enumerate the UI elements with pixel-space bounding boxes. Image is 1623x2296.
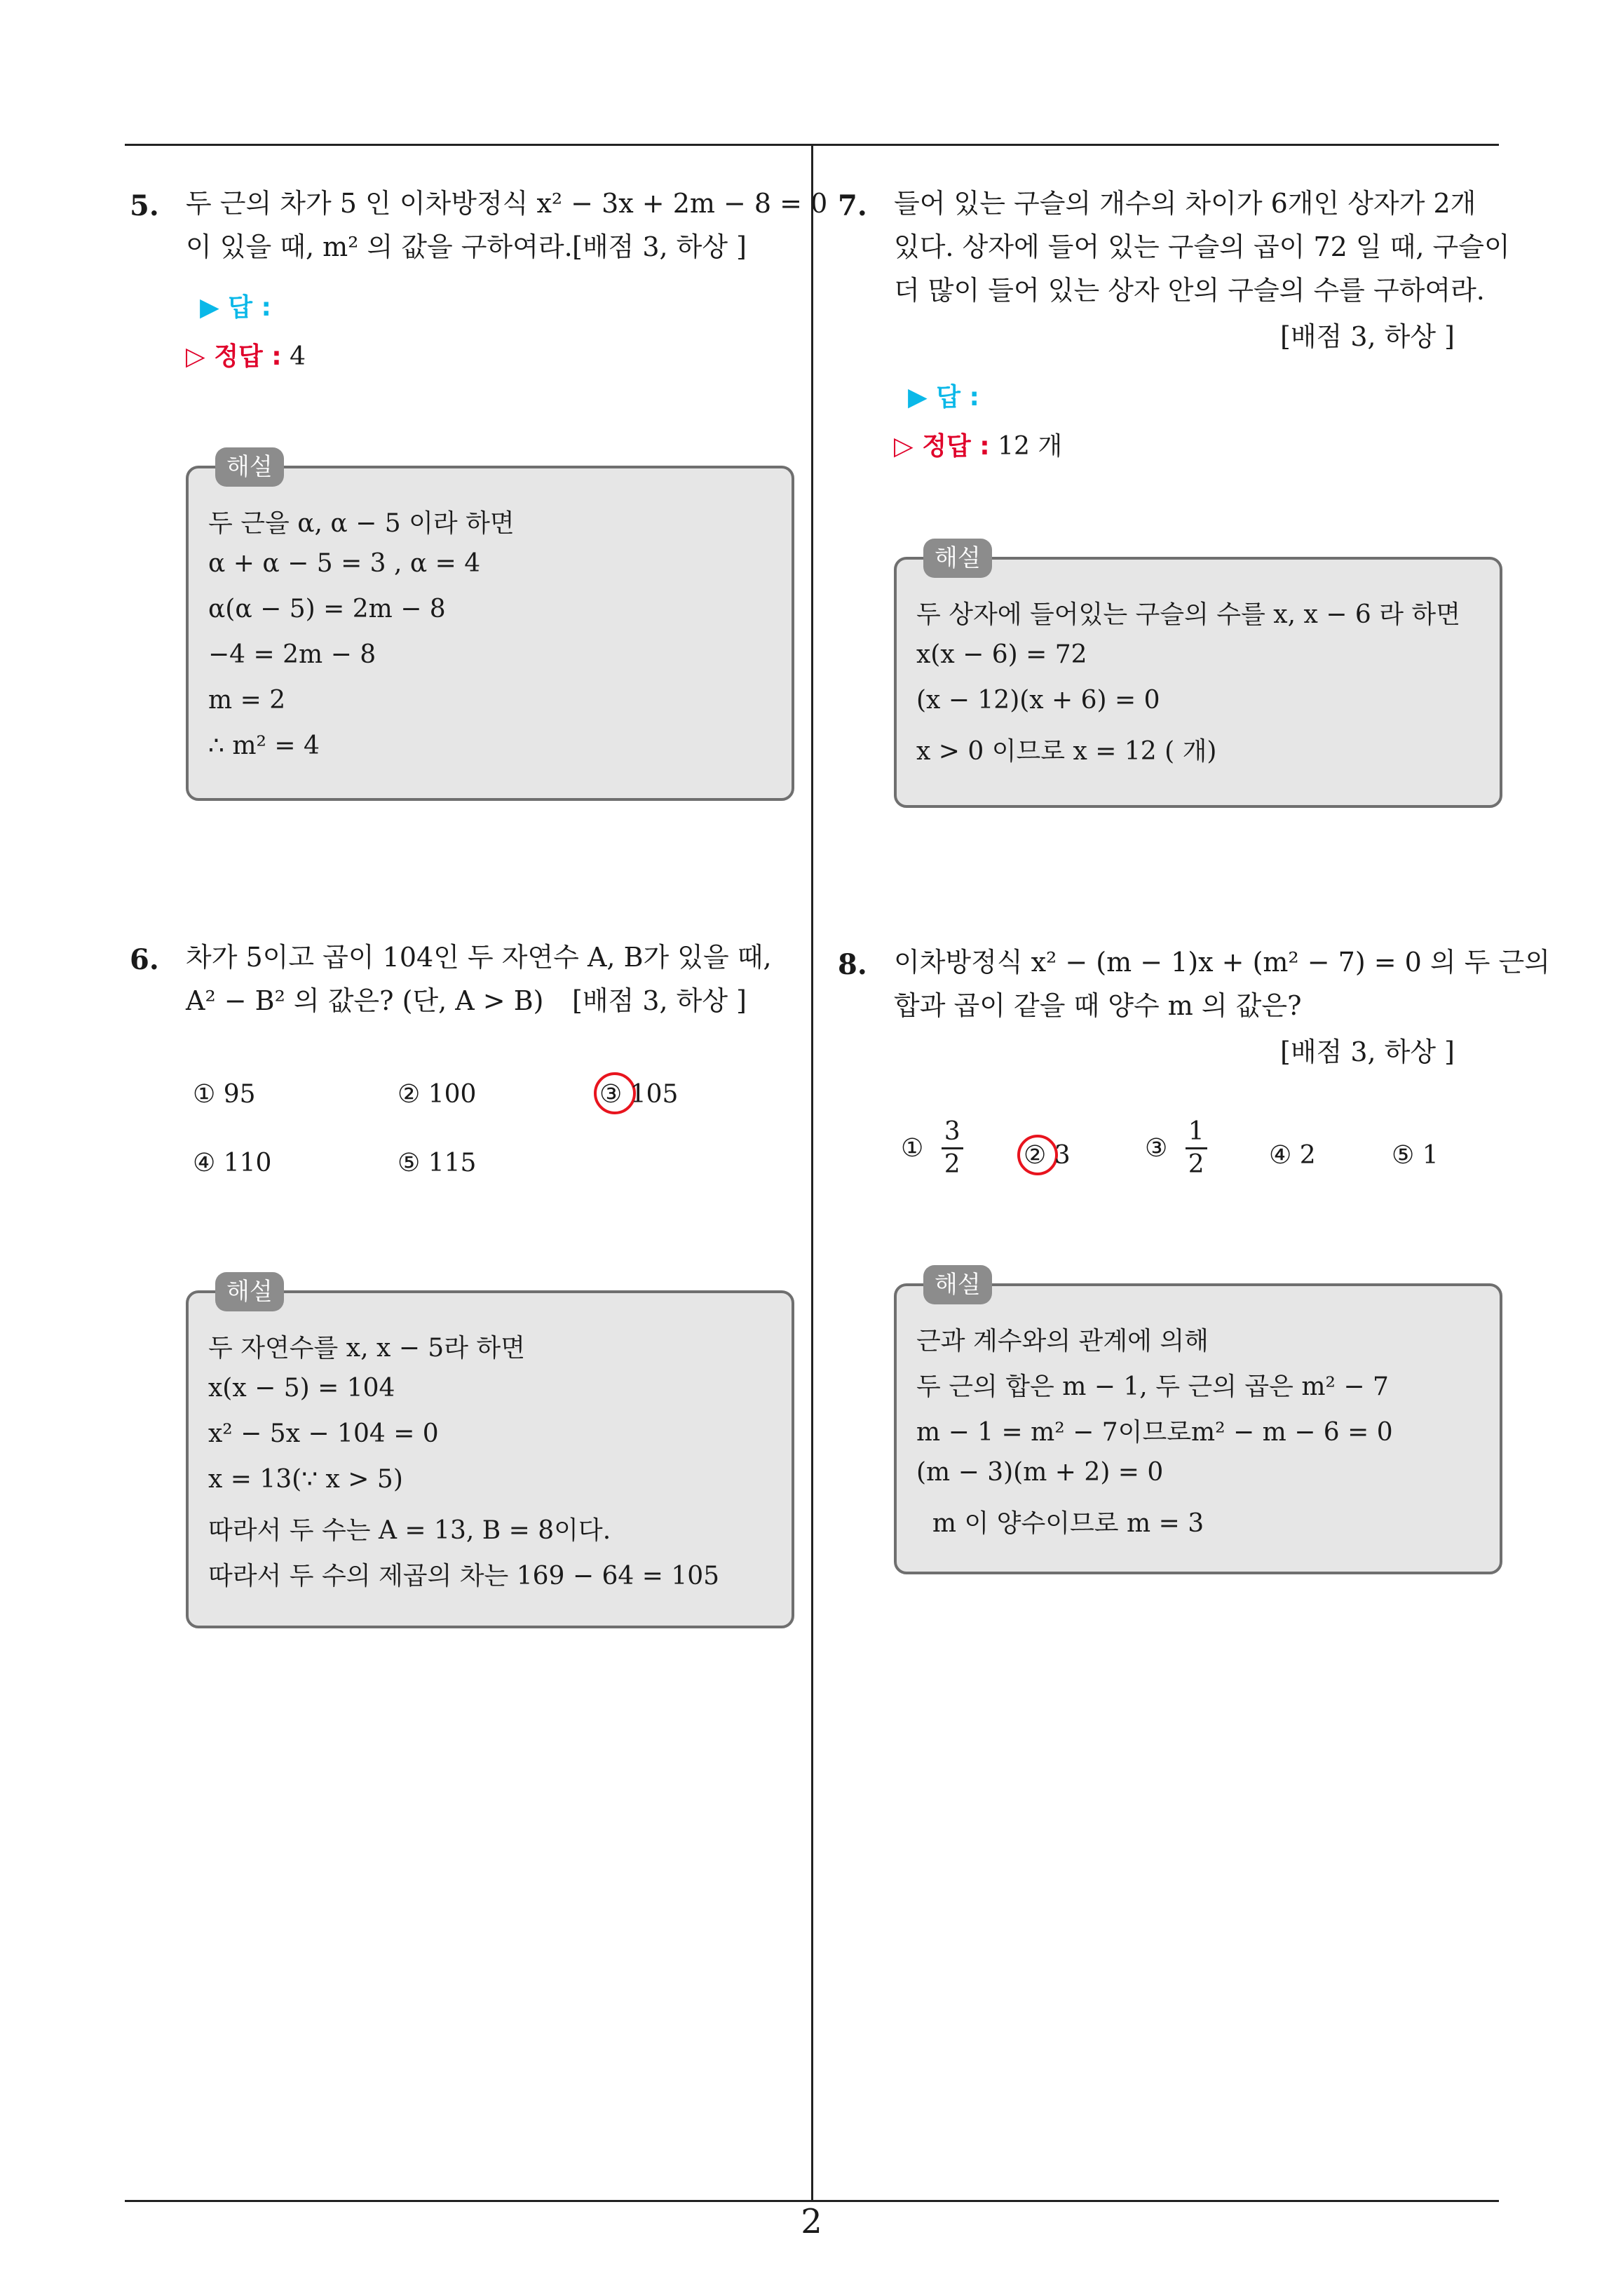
question-text-line-1: 들어 있는 구슬의 개수의 차이가 6개인 상자가 2개 xyxy=(894,188,1476,219)
choice-3[interactable] xyxy=(1145,1116,1207,1180)
solution-line: x(x − 5) = 104 xyxy=(208,1374,395,1403)
question-text-line-2: 있다. 상자에 들어 있는 구슬의 곱이 72 일 때, 구슬이 xyxy=(894,231,1510,262)
solution-box xyxy=(186,1278,794,1628)
column-divider xyxy=(811,144,813,2202)
choice-2[interactable] xyxy=(1024,1141,1071,1170)
score-label: [배점 3, 하상 ] xyxy=(572,985,747,1016)
fraction-denominator: 2 xyxy=(944,1150,960,1179)
solution-line: 두 자연수를 x, x − 5라 하면 xyxy=(208,1334,525,1363)
solution-line: m − 1 = m² − 7이므로m² − m − 6 = 0 xyxy=(916,1418,1393,1447)
solution-line: 따라서 두 수의 제곱의 차는 169 − 64 = 105 xyxy=(208,1562,720,1591)
score-label: [배점 3, 하상 ] xyxy=(1280,321,1455,352)
solution-line: 두 근의 합은 m − 1, 두 근의 곱은 m² − 7 xyxy=(916,1372,1389,1401)
choice-mark: ③ xyxy=(1145,1134,1168,1163)
correct-answer xyxy=(894,426,1062,462)
correct-answer-value: 12 개 xyxy=(998,432,1063,461)
choice-4[interactable] xyxy=(1269,1141,1316,1170)
score-label: [배점 3, 하상 ] xyxy=(572,231,747,262)
fraction-denominator: 2 xyxy=(1188,1150,1204,1179)
choice-mark: ⑤ xyxy=(1392,1141,1415,1170)
fraction-numerator: 1 xyxy=(1186,1116,1207,1149)
question-text-line-1: 두 근의 차가 5 인 이차방정식 x² − 3x + 2m − 8 = 0 xyxy=(186,188,828,219)
solution-box xyxy=(894,544,1502,808)
choice-mark: ④ xyxy=(1269,1141,1292,1170)
solution-tag: 해설 xyxy=(923,539,992,578)
solution-tag: 해설 xyxy=(215,447,284,487)
solution-line: (x − 12)(x + 6) = 0 xyxy=(916,686,1160,715)
solution-line: x(x − 6) = 72 xyxy=(916,640,1087,669)
solution-line: x > 0 이므로 x = 12 ( 개) xyxy=(916,737,1217,766)
solution-line: 따라서 두 수는 A = 13, B = 8이다. xyxy=(208,1516,611,1545)
correct-answer-label: ▷ 정답 : xyxy=(186,342,282,371)
question-5 xyxy=(130,188,828,806)
choice-4[interactable]: ④ 110 xyxy=(193,1149,272,1177)
page-number: 2 xyxy=(801,2202,822,2241)
answer-input-label[interactable]: ▶ 답 : xyxy=(200,293,271,322)
correct-answer-label: ▷ 정답 : xyxy=(894,432,990,461)
solution-line: 두 상자에 들어있는 구슬의 수를 x, x − 6 라 하면 xyxy=(916,600,1460,629)
fraction xyxy=(1186,1116,1207,1180)
solution-line: x = 13(∵ x > 5) xyxy=(208,1465,403,1494)
question-number: 7. xyxy=(838,189,867,222)
choice-3[interactable]: ③ 105 xyxy=(599,1080,679,1109)
choice-mark: ① xyxy=(901,1134,924,1163)
correct-answer-value: 4 xyxy=(290,342,306,371)
question-8 xyxy=(838,947,1550,1579)
solution-line: α(α − 5) = 2m − 8 xyxy=(208,595,446,623)
choice-value: 3 xyxy=(1054,1141,1071,1170)
question-text-line-2: 합과 곱이 같을 때 양수 m 의 값은? xyxy=(894,990,1302,1021)
choice-1[interactable]: ① 95 xyxy=(193,1080,256,1109)
question-text-line-2: 이 있을 때, m² 의 값을 구하여라. xyxy=(186,231,573,262)
question-6 xyxy=(130,942,772,1630)
question-number: 6. xyxy=(130,943,159,976)
choice-5[interactable]: ⑤ 115 xyxy=(398,1149,477,1177)
solution-tag: 해설 xyxy=(923,1265,992,1304)
answer-input-label[interactable]: ▶ 답 : xyxy=(908,383,979,412)
solution-line: (m − 3)(m + 2) = 0 xyxy=(916,1458,1164,1487)
fraction xyxy=(942,1116,963,1180)
solution-line: α + α − 5 = 3 , α = 4 xyxy=(208,549,481,578)
question-text-line-1: 이차방정식 x² − (m − 1)x + (m² − 7) = 0 의 두 근의 xyxy=(894,947,1550,978)
solution-line: −4 = 2m − 8 xyxy=(208,640,376,669)
solution-box xyxy=(186,453,794,801)
solution-line: x² − 5x − 104 = 0 xyxy=(208,1419,439,1448)
choice-5[interactable] xyxy=(1392,1141,1439,1170)
solution-box xyxy=(894,1271,1502,1574)
solution-line: 근과 계수와의 관계에 의해 xyxy=(916,1327,1209,1356)
solution-tag: 해설 xyxy=(215,1272,284,1311)
question-7 xyxy=(838,188,1510,821)
correct-answer xyxy=(186,337,306,372)
solution-line: m 이 양수이므로 m = 3 xyxy=(916,1509,1204,1538)
choice-mark: ② xyxy=(1024,1141,1047,1170)
fraction-numerator: 3 xyxy=(942,1116,963,1149)
solution-line: m = 2 xyxy=(208,686,286,715)
question-text-line-2: A² − B² 의 값은? (단, A > B) xyxy=(186,985,544,1016)
solution-line: ∴ m² = 4 xyxy=(208,731,320,760)
question-number: 8. xyxy=(838,948,867,981)
choice-value: 1 xyxy=(1422,1141,1439,1170)
solution-line: 두 근을 α, α − 5 이라 하면 xyxy=(208,509,515,538)
question-number: 5. xyxy=(130,189,159,222)
choice-2[interactable]: ② 100 xyxy=(398,1080,477,1109)
score-label: [배점 3, 하상 ] xyxy=(1280,1036,1455,1067)
question-text-line-1: 차가 5이고 곱이 104인 두 자연수 A, B가 있을 때, xyxy=(186,942,772,973)
choice-value: 2 xyxy=(1299,1141,1316,1170)
question-text-line-3: 더 많이 들어 있는 상자 안의 구슬의 수를 구하여라. xyxy=(894,275,1485,306)
choice-1[interactable] xyxy=(901,1116,963,1180)
